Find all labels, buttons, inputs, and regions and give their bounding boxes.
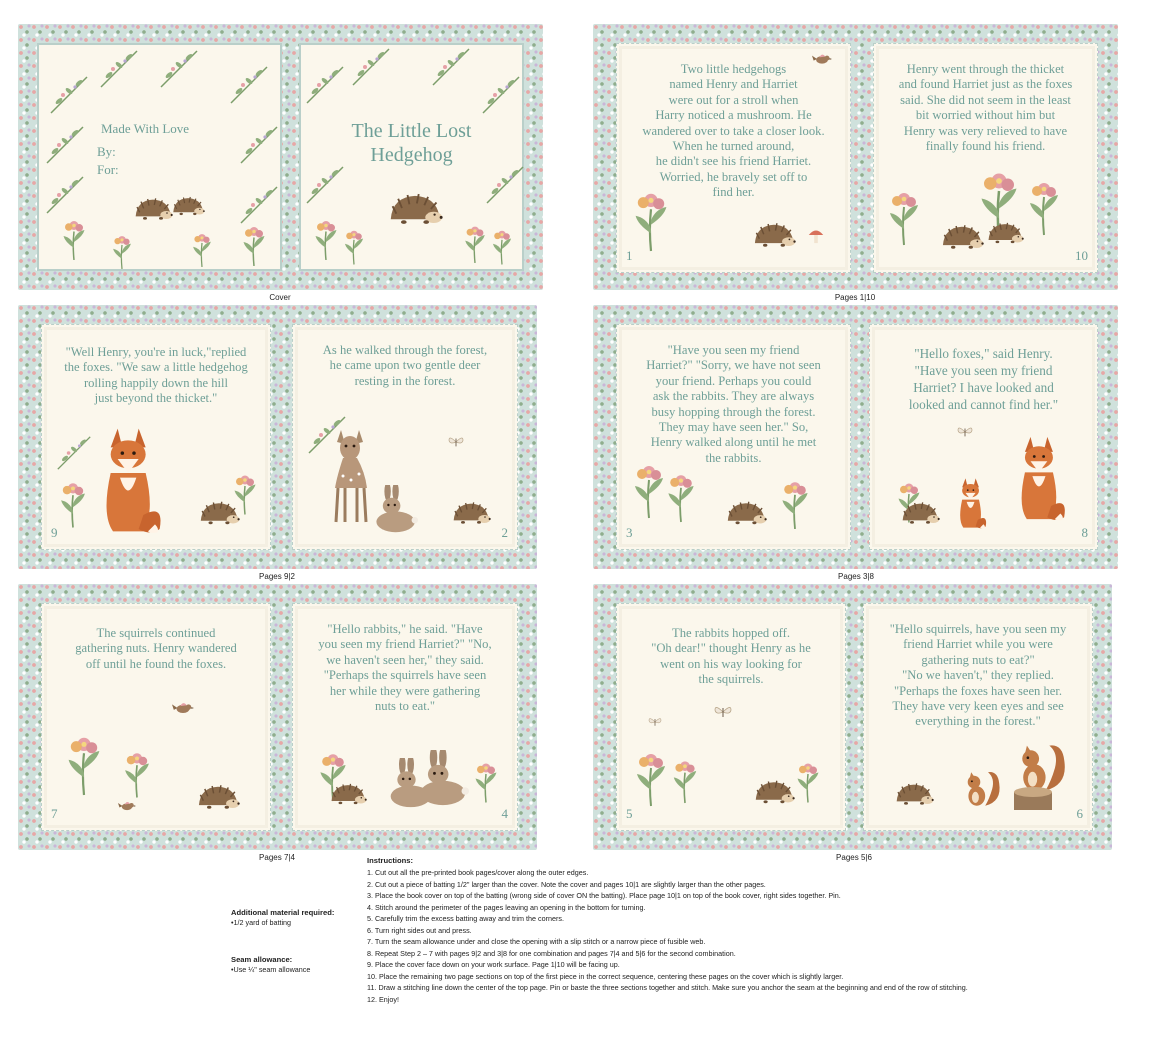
page-10 bbox=[873, 43, 1098, 273]
spread-3-8 bbox=[593, 305, 1118, 569]
instruction-step: 6. Turn right sides out and press. bbox=[367, 925, 472, 935]
spread-1-10 bbox=[593, 24, 1118, 290]
page-number: 2 bbox=[501, 525, 508, 540]
page-7 bbox=[41, 603, 271, 831]
spread-label: Pages 1|10 bbox=[834, 293, 876, 302]
by-label: By: bbox=[97, 144, 116, 159]
page-6-illustration bbox=[864, 604, 1094, 832]
page-text: The squirrels continued gathering nuts. Henry wandered off until he found the foxes. bbox=[75, 626, 237, 671]
page-text: The rabbits hopped off. "Oh dear!" thought Henry as he went on his way looking for the squirrels. bbox=[651, 626, 811, 687]
page-4-illustration bbox=[293, 604, 519, 832]
spread-5-6 bbox=[593, 584, 1112, 850]
page-2 bbox=[292, 324, 518, 550]
instruction-step: 1. Cut out all the pre-printed book pages/cover along the outer edges. bbox=[367, 868, 589, 877]
instruction-step: 7. Turn the seam allowance under and close the opening with a slip stitch or a narrow piece of fusible web. bbox=[367, 937, 706, 947]
page-1-illustration bbox=[617, 44, 852, 274]
instruction-step: 10. Place the remaining two page sections on top of the first piece in the correct sequence, centering these pages on the cover which is slightly larger. bbox=[367, 971, 844, 981]
cover-label: Cover bbox=[269, 293, 291, 302]
page-7-illustration bbox=[42, 604, 272, 832]
page-text: "Hello foxes," said Henry. "Have you seen my friend Harriet? I have looked and looked and cannot find her." bbox=[908, 346, 1059, 412]
instruction-step: 8. Repeat Step 2 – 7 with pages 9|2 and 3|8 for one combination and pages 7|4 and 5|6 for the second combination. bbox=[367, 948, 736, 958]
instructions-list bbox=[367, 867, 968, 1006]
page-2-illustration bbox=[293, 325, 519, 551]
page-text: "Hello rabbits," he said. "Have you seen my friend Harriet?" "No, we haven't seen her," they said. "Perhaps the squirrels have seen her while they were gathering nuts to eat." bbox=[318, 622, 492, 714]
page-text: Two little hedgehogs named Henry and Harriet were out for a stroll when Harry noticed a mushroom. He wandered over to take a closer look. When he turned around, he didn't see his friend Harriet. Worried, he bravely set off to find her. bbox=[642, 62, 825, 200]
page-6 bbox=[863, 603, 1093, 831]
seam-allowance bbox=[231, 955, 310, 975]
instruction-step: 3. Place the book cover on top of the batting (wrong side of cover ON the batting). Place page 10|1 on top of the book cover, right sides together. Pin. bbox=[367, 891, 841, 901]
page-number: 8 bbox=[1081, 525, 1088, 540]
spread-label: Pages 5|6 bbox=[836, 853, 872, 862]
spread-9-2 bbox=[18, 305, 537, 569]
page-3-illustration bbox=[617, 325, 852, 551]
front-cover-page bbox=[299, 43, 524, 271]
book-title: The Little Lost Hedgehog bbox=[351, 120, 472, 166]
for-label: For: bbox=[97, 162, 119, 177]
wreath-illustration bbox=[39, 45, 284, 273]
instructions-heading: Instructions: bbox=[367, 856, 413, 865]
page-text: "Hello squirrels, have you seen my friend Harriet while you were gathering nuts to eat?" "No we haven't," they replied. "Perhaps the foxes have seen her. They have very keen eyes and see everything in the forest." bbox=[889, 622, 1067, 729]
page-text: Henry went through the thicket and found Harriet just as the foxes said. She did not seem in the least bit worried without him but Henry was very relieved to have finally found his friend. bbox=[898, 62, 1073, 154]
page-5 bbox=[616, 603, 846, 831]
instruction-step: 2. Cut out a piece of batting 1/2" larger than the cover. Note the cover and pages 10|1 are slightly larger than the other pages. bbox=[367, 879, 766, 889]
page-9-illustration bbox=[42, 325, 272, 551]
page-9 bbox=[41, 324, 271, 550]
instructions bbox=[367, 856, 968, 1006]
page-number: 10 bbox=[1075, 248, 1088, 263]
page-5-illustration bbox=[617, 604, 847, 832]
page-10-illustration bbox=[874, 44, 1099, 274]
seam-heading: Seam allowance: bbox=[231, 955, 293, 964]
spread-label: Pages 7|4 bbox=[259, 853, 295, 862]
seam-item: •Use ¼" seam allowance bbox=[231, 965, 311, 974]
page-1 bbox=[616, 43, 851, 273]
page-4 bbox=[292, 603, 518, 831]
additional-heading: Additional material required: bbox=[231, 908, 335, 917]
page-text: As he walked through the forest, he came upon two gentle deer resting in the forest. bbox=[322, 343, 488, 388]
instruction-step: 12. Enjoy! bbox=[367, 995, 399, 1005]
page-text: "Well Henry, you're in luck,"replied the foxes. "We saw a little hedgehog rolling happily down the hill just beyond the thicket." bbox=[64, 345, 248, 406]
instruction-step: 5. Carefully trim the excess batting away and trim the corners. bbox=[367, 914, 564, 924]
page-text: "Have you seen my friend Harriet?" "Sorry, we have not seen your friend. Perhaps you could ask the rabbits. They are always busy hopping through the forest. They may have seen her." So, Henry walked along until he met the rabbits. bbox=[646, 343, 821, 465]
page-number: 4 bbox=[501, 806, 508, 821]
page-number: 3 bbox=[626, 525, 633, 540]
instruction-step: 9. Place the cover face down on your work surface. Page 1|10 will be facing up. bbox=[367, 960, 620, 970]
additional-item: •1/2 yard of batting bbox=[231, 918, 292, 927]
page-8 bbox=[869, 324, 1098, 550]
page-3 bbox=[616, 324, 851, 550]
instruction-step: 11. Draw a stitching line down the center of the top page. Pin or baste the three sections together and stitch. Make sure you anchor the seam at the beginning and end of the row of stitching. bbox=[367, 983, 968, 993]
spread-7-4 bbox=[18, 584, 537, 850]
back-cover-page bbox=[37, 43, 282, 271]
page-number: 6 bbox=[1076, 806, 1083, 821]
page-number: 5 bbox=[626, 806, 633, 821]
made-with-love-text: Made With Love bbox=[101, 121, 190, 136]
page-8-illustration bbox=[870, 325, 1099, 551]
spread-label: Pages 3|8 bbox=[838, 572, 874, 581]
instruction-step: 4. Stitch around the perimeter of the pages leaving an opening in the bottom for turning. bbox=[367, 902, 646, 912]
spread-label: Pages 9|2 bbox=[259, 572, 295, 581]
page-number: 1 bbox=[626, 248, 633, 263]
page-number: 9 bbox=[51, 525, 58, 540]
additional-material bbox=[231, 908, 334, 928]
page-number: 7 bbox=[51, 806, 58, 821]
cover-panel bbox=[18, 24, 543, 290]
